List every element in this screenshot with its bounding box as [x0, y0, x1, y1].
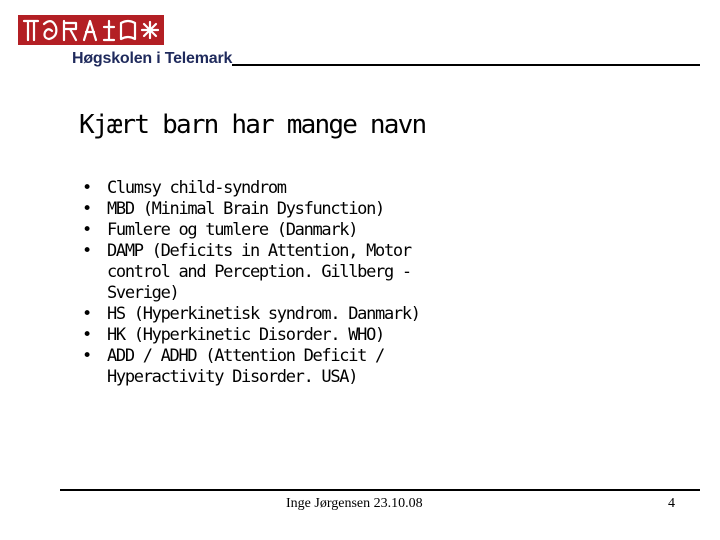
- footer-author-date: Inge Jørgensen 23.10.08: [286, 496, 423, 511]
- hit-logo-icon: [18, 15, 164, 45]
- list-item-text: ADD / ADHD (Attention Deficit / Hyperactivity Disorder. USA): [107, 346, 384, 387]
- bullet-list: [82, 178, 682, 388]
- list-item-text: DAMP (Deficits in Attention, Motor control and Perception. Gillberg - Sverige): [107, 241, 411, 303]
- slide-title: Kjært barn har mange navn: [79, 110, 426, 140]
- list-item: [82, 304, 682, 325]
- org-name: Høgskolen i Telemark: [72, 50, 233, 67]
- page-number: 4: [668, 496, 675, 511]
- bullet-dot: •: [82, 220, 91, 240]
- list-item-text: Fumlere og tumlere (Danmark): [107, 220, 358, 240]
- bullet-dot: •: [82, 346, 91, 366]
- list-item: [82, 178, 682, 199]
- list-item: [82, 241, 422, 304]
- list-item-text: Clumsy child-syndrom: [107, 178, 286, 198]
- list-item: [82, 220, 682, 241]
- bullet-dot: •: [82, 178, 91, 198]
- bullet-dot: •: [82, 304, 91, 324]
- bullet-dot: •: [82, 199, 91, 219]
- list-item: [82, 199, 682, 220]
- bullet-dot: •: [82, 325, 91, 345]
- list-item-text: HS (Hyperkinetisk syndrom. Danmark): [107, 304, 420, 324]
- list-item: [82, 346, 477, 388]
- list-item: [82, 325, 682, 346]
- list-item-text: MBD (Minimal Brain Dysfunction): [107, 199, 384, 219]
- header-divider: [232, 64, 700, 66]
- bullet-dot: •: [82, 241, 91, 261]
- list-item-text: HK (Hyperkinetic Disorder. WHO): [107, 325, 384, 345]
- footer-divider: [60, 489, 700, 491]
